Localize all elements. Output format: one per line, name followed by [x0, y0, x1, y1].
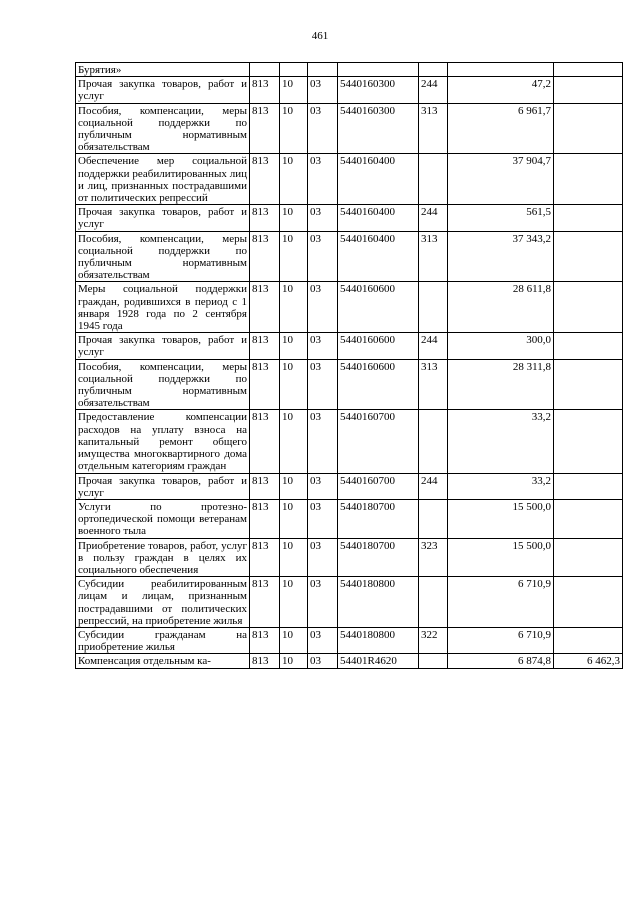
cell-target-article: 5440180700	[338, 538, 419, 577]
cell-expense-type: 313	[419, 103, 448, 154]
cell-amount-extra: 6 462,3	[554, 654, 623, 668]
cell-grbs: 813	[250, 77, 280, 103]
cell-amount	[448, 63, 554, 77]
cell-subsection: 03	[308, 654, 338, 668]
cell-section: 10	[280, 473, 308, 499]
cell-target-article: 5440160600	[338, 359, 419, 410]
cell-section: 10	[280, 538, 308, 577]
cell-expense-type	[419, 282, 448, 333]
cell-target-article: 5440160700	[338, 473, 419, 499]
table-row	[76, 473, 623, 499]
cell-amount-extra	[554, 77, 623, 103]
cell-target-article	[338, 63, 419, 77]
cell-subsection: 03	[308, 103, 338, 154]
cell-section: 10	[280, 231, 308, 282]
cell-amount-extra	[554, 499, 623, 538]
cell-amount-extra	[554, 63, 623, 77]
cell-grbs: 813	[250, 654, 280, 668]
cell-subsection: 03	[308, 499, 338, 538]
cell-expense-type: 244	[419, 333, 448, 359]
cell-target-article: 5440160400	[338, 205, 419, 231]
cell-amount-extra	[554, 103, 623, 154]
cell-name: Прочая закупка товаров, работ и услуг	[76, 333, 250, 359]
cell-grbs	[250, 63, 280, 77]
cell-name: Приобретение товаров, работ, услуг в пользу граждан в целях их социального обеспечения	[76, 538, 250, 577]
cell-section: 10	[280, 577, 308, 628]
cell-name: Субсидии реабилитированным лицам и лицам, признанным пострадавшими от политических репрессий, на приобретение жилья	[76, 577, 250, 628]
cell-name: Прочая закупка товаров, работ и услуг	[76, 473, 250, 499]
cell-amount: 6 961,7	[448, 103, 554, 154]
cell-amount-extra	[554, 577, 623, 628]
cell-name: Услуги по протезно-ортопедической помощи ветеранам военного тыла	[76, 499, 250, 538]
cell-name: Пособия, компенсации, меры социальной поддержки по публичным нормативным обязательствам	[76, 103, 250, 154]
cell-subsection: 03	[308, 333, 338, 359]
table-row	[76, 627, 623, 653]
cell-subsection: 03	[308, 538, 338, 577]
cell-section: 10	[280, 333, 308, 359]
cell-grbs: 813	[250, 577, 280, 628]
cell-name: Предоставление компенсации расходов на уплату взноса на капитальный ремонт общего имущества многоквартирного дома отдельным категориям граждан	[76, 410, 250, 473]
cell-section: 10	[280, 77, 308, 103]
cell-amount: 15 500,0	[448, 499, 554, 538]
cell-grbs: 813	[250, 473, 280, 499]
cell-target-article: 5440160400	[338, 231, 419, 282]
cell-amount: 15 500,0	[448, 538, 554, 577]
cell-amount: 33,2	[448, 410, 554, 473]
cell-name: Бурятия»	[76, 63, 250, 77]
cell-amount-extra	[554, 410, 623, 473]
table-row	[76, 77, 623, 103]
table-row	[76, 282, 623, 333]
cell-expense-type: 323	[419, 538, 448, 577]
cell-grbs: 813	[250, 359, 280, 410]
cell-name: Пособия, компенсации, меры социальной поддержки по публичным нормативным обязательствам	[76, 359, 250, 410]
cell-grbs: 813	[250, 333, 280, 359]
cell-name: Прочая закупка товаров, работ и услуг	[76, 77, 250, 103]
cell-grbs: 813	[250, 627, 280, 653]
table-row	[76, 359, 623, 410]
cell-target-article: 5440180800	[338, 627, 419, 653]
cell-amount-extra	[554, 282, 623, 333]
cell-subsection: 03	[308, 410, 338, 473]
cell-amount: 37 904,7	[448, 154, 554, 205]
cell-target-article: 5440160300	[338, 103, 419, 154]
cell-amount: 33,2	[448, 473, 554, 499]
cell-amount: 6 710,9	[448, 577, 554, 628]
cell-section	[280, 63, 308, 77]
cell-name: Субсидии гражданам на приобретение жилья	[76, 627, 250, 653]
cell-expense-type	[419, 63, 448, 77]
table-row	[76, 63, 623, 77]
cell-expense-type: 322	[419, 627, 448, 653]
cell-amount-extra	[554, 333, 623, 359]
cell-section: 10	[280, 103, 308, 154]
cell-amount: 28 611,8	[448, 282, 554, 333]
cell-amount-extra	[554, 359, 623, 410]
cell-amount-extra	[554, 231, 623, 282]
cell-target-article: 5440160600	[338, 333, 419, 359]
cell-amount: 6 710,9	[448, 627, 554, 653]
cell-expense-type	[419, 577, 448, 628]
cell-grbs: 813	[250, 103, 280, 154]
cell-subsection: 03	[308, 359, 338, 410]
table-row	[76, 499, 623, 538]
cell-expense-type	[419, 410, 448, 473]
cell-subsection: 03	[308, 77, 338, 103]
cell-target-article: 5440160700	[338, 410, 419, 473]
cell-section: 10	[280, 410, 308, 473]
cell-target-article: 5440160300	[338, 77, 419, 103]
cell-expense-type	[419, 154, 448, 205]
cell-expense-type: 244	[419, 473, 448, 499]
cell-section: 10	[280, 359, 308, 410]
cell-amount-extra	[554, 154, 623, 205]
budget-table	[75, 62, 623, 669]
cell-name: Обеспечение мер социальной поддержки реабилитированных лиц и лиц, признанных пострадавшими от политических репрессий	[76, 154, 250, 205]
cell-expense-type: 313	[419, 231, 448, 282]
cell-section: 10	[280, 282, 308, 333]
cell-section: 10	[280, 205, 308, 231]
cell-expense-type: 313	[419, 359, 448, 410]
cell-section: 10	[280, 627, 308, 653]
cell-amount: 47,2	[448, 77, 554, 103]
cell-name: Пособия, компенсации, меры социальной поддержки по публичным нормативным обязательствам	[76, 231, 250, 282]
table-row	[76, 577, 623, 628]
cell-target-article: 5440160600	[338, 282, 419, 333]
cell-expense-type	[419, 654, 448, 668]
cell-subsection	[308, 63, 338, 77]
table-row	[76, 205, 623, 231]
budget-table-body	[76, 63, 623, 669]
cell-grbs: 813	[250, 205, 280, 231]
cell-name: Прочая закупка товаров, работ и услуг	[76, 205, 250, 231]
cell-grbs: 813	[250, 231, 280, 282]
cell-target-article: 54401R4620	[338, 654, 419, 668]
cell-section: 10	[280, 499, 308, 538]
table-row	[76, 103, 623, 154]
cell-name: Меры социальной поддержки граждан, родившихся в период с 1 января 1928 года по 2 сентября 1945 года	[76, 282, 250, 333]
cell-amount: 37 343,2	[448, 231, 554, 282]
cell-grbs: 813	[250, 282, 280, 333]
cell-expense-type	[419, 499, 448, 538]
cell-subsection: 03	[308, 154, 338, 205]
cell-target-article: 5440160400	[338, 154, 419, 205]
cell-subsection: 03	[308, 473, 338, 499]
cell-grbs: 813	[250, 154, 280, 205]
cell-grbs: 813	[250, 499, 280, 538]
cell-expense-type: 244	[419, 205, 448, 231]
cell-expense-type: 244	[419, 77, 448, 103]
table-row	[76, 654, 623, 668]
cell-subsection: 03	[308, 205, 338, 231]
cell-grbs: 813	[250, 538, 280, 577]
cell-name: Компенсация отдельным ка-	[76, 654, 250, 668]
cell-amount-extra	[554, 473, 623, 499]
cell-amount: 28 311,8	[448, 359, 554, 410]
page-number: 461	[311, 30, 329, 42]
cell-target-article: 5440180700	[338, 499, 419, 538]
cell-amount: 6 874,8	[448, 654, 554, 668]
cell-amount-extra	[554, 205, 623, 231]
table-row	[76, 154, 623, 205]
table-row	[76, 333, 623, 359]
table-row	[76, 538, 623, 577]
cell-subsection: 03	[308, 627, 338, 653]
table-row	[76, 410, 623, 473]
cell-amount: 300,0	[448, 333, 554, 359]
cell-amount: 561,5	[448, 205, 554, 231]
cell-grbs: 813	[250, 410, 280, 473]
cell-section: 10	[280, 154, 308, 205]
cell-target-article: 5440180800	[338, 577, 419, 628]
cell-amount-extra	[554, 538, 623, 577]
table-row	[76, 231, 623, 282]
cell-amount-extra	[554, 627, 623, 653]
cell-subsection: 03	[308, 282, 338, 333]
cell-section: 10	[280, 654, 308, 668]
cell-subsection: 03	[308, 231, 338, 282]
cell-subsection: 03	[308, 577, 338, 628]
